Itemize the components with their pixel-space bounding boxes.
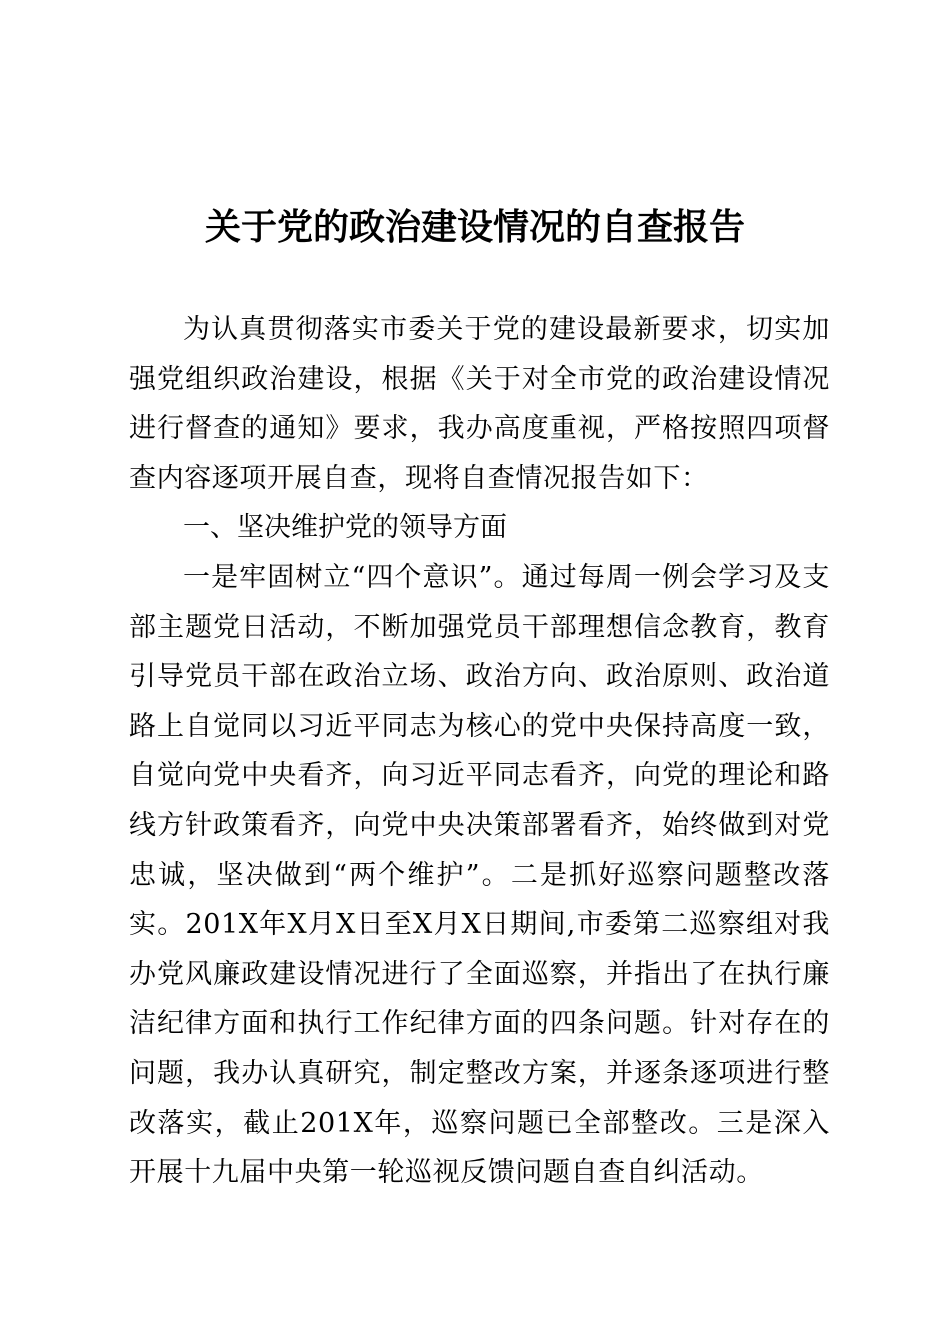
section-heading: 一、坚决维护党的领导方面 bbox=[183, 512, 507, 544]
section-paragraph: 一是牢固树立“四个意识”。通过每周一例会学习及支部主题党日活动，不断加强党员干部理想信念教育，教育引导党员干部在政治立场、政治方向、政治原则、政治道路上自觉同以习近平同志为核心的党中央保持高度一致，自觉向党中央看齐，向习近平同志看齐，向党的理论和路线方针政策看齐，向党中央决策部署看齐，始终做到对党忠诚，坚决做到“两个维护”。二是抓好巡察问题整改落实。201X年X月X日至X月X日期间,市委第二巡察组对我办党风廉政建设情况进行了全面巡察，并指出了在执行廉洁纪律方面和执行工作纪律方面的四条问题。针对存在的问题，我办认真研究，制定整改方案，并逐条逐项进行整改落实，截止201X年，巡察问题已全部整改。三是深入开展十九届中央第一轮巡视反馈问题自查自纠活动。 bbox=[129, 561, 830, 1189]
document-title: 关于党的政治建设情况的自查报告 bbox=[204, 206, 745, 248]
intro-paragraph: 为认真贯彻落实市委关于党的建设最新要求，切实加强党组织政治建设，根据《关于对全市党的政治建设情况进行督查的通知》要求，我办高度重视，严格按照四项督查内容逐项开展自查，现将自查情况报告如下： bbox=[129, 314, 830, 494]
document-body bbox=[129, 305, 830, 1198]
